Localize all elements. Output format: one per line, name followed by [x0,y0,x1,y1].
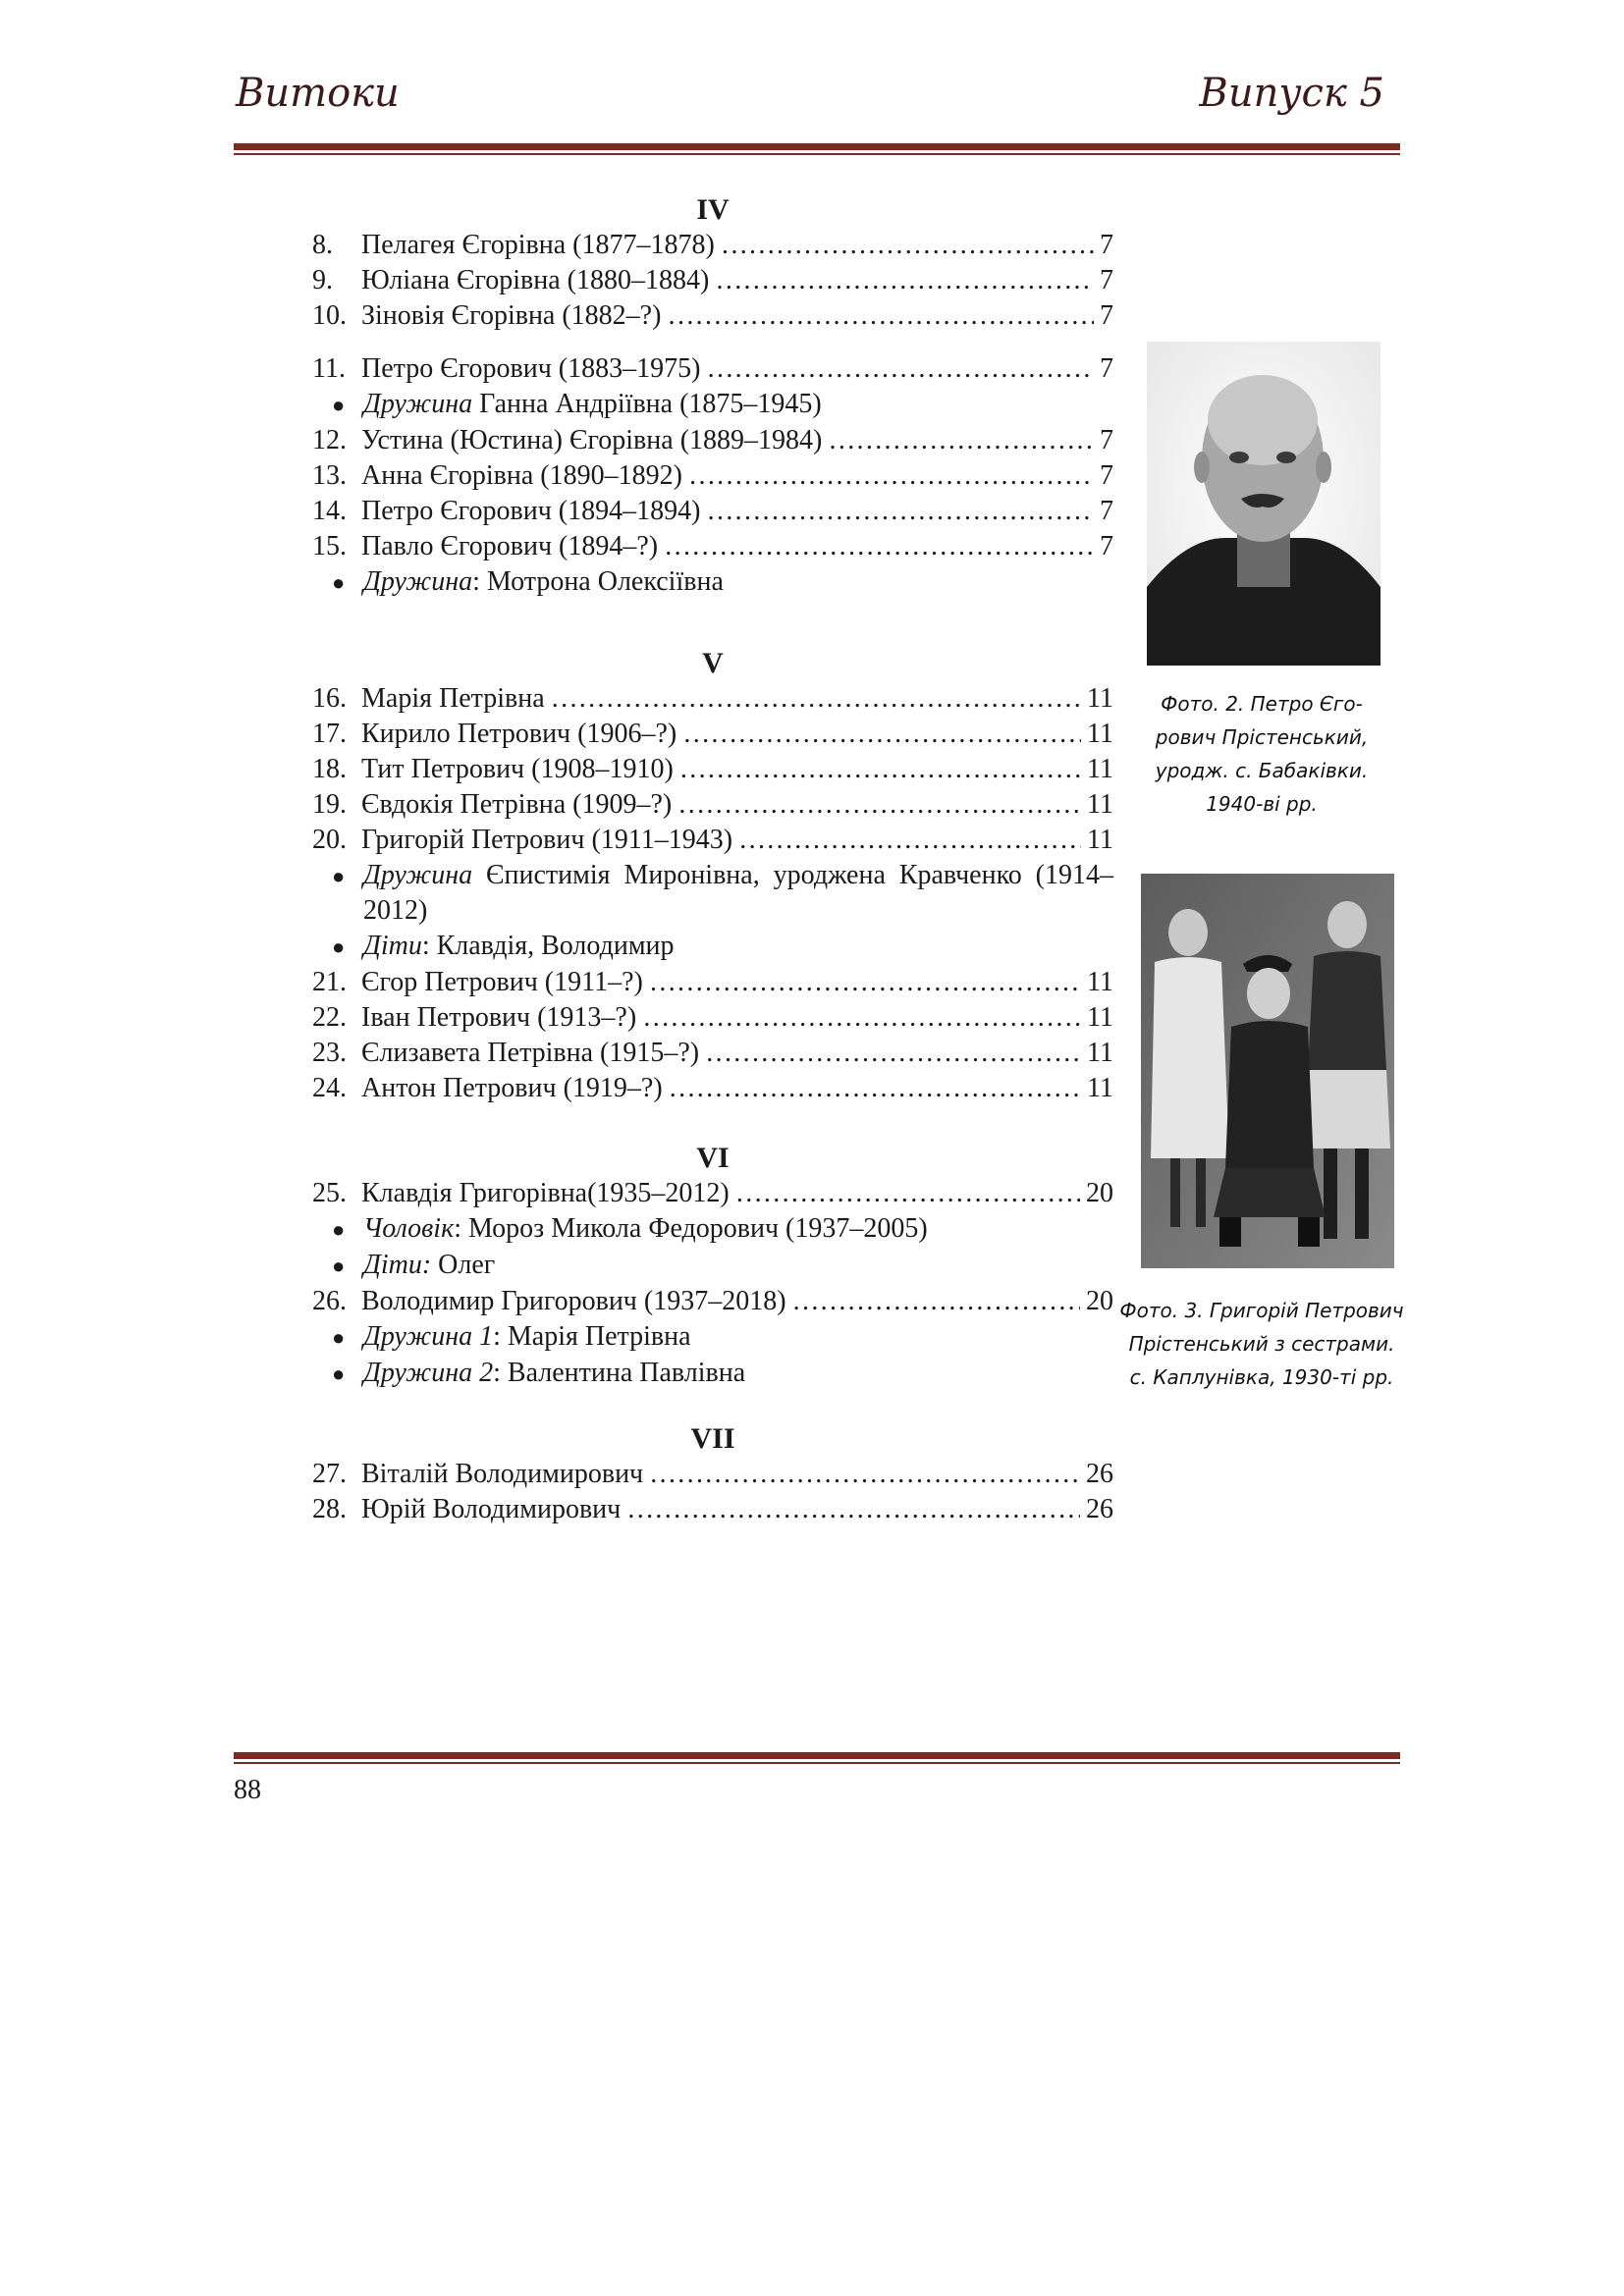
toc-row[interactable]: 9. Юліана Єгорівна (1880–1884) …………………………………………………………………………………………………………………………………… 7 [312,263,1113,298]
portrait-photo [1147,342,1380,666]
toc-subentry: ● Дружина 2 : Валентина Павлівна [312,1356,1113,1392]
running-header-right: Випуск 5 [1199,71,1384,116]
bullet-icon: ● [332,1325,346,1350]
header-rule [234,143,1400,155]
bullet-icon: ● [332,1217,346,1242]
toc-row[interactable]: 15. Павло Єгорович (1894–?) …………………………………………………………………………………………………………………………………… 7 [312,529,1113,564]
section-title: VI [696,1142,730,1174]
toc-row[interactable]: 21. Єгор Петрович (1911–?) …………………………………………………………………………………………………………………………………… 11 [312,965,1113,1000]
bullet-icon: ● [332,864,346,888]
photo-caption: Фото. 3. Григорій Петрович Прістенський з сестрами. с. Каплунівка, 1930-ті рр. [1119,1299,1404,1389]
group-photo [1141,874,1394,1268]
bullet-icon: ● [332,393,346,417]
section-title: V [702,647,724,679]
toc-subentry: ● Дружина 1 : Марія Петрівна [312,1319,1113,1356]
portrait-image [1147,342,1380,666]
toc-section-v [312,646,1113,1106]
toc-row[interactable]: 17. Кирило Петрович (1906–?) …………………………………………………………………………………………………………………………………… 11 [312,717,1113,752]
toc-row[interactable]: 26. Володимир Григорович (1937–2018) …………………………………………………………………………………………………………………………………… 20 [312,1284,1113,1319]
toc-row[interactable]: 23. Єлизавета Петрівна (1915–?) …………………………………………………………………………………………………………………………………… 11 [312,1036,1113,1071]
toc-subentry: ● Дружина Єпистимія Миронівна, уроджена Кравченко (1914–2012) [332,860,1113,926]
toc-row[interactable]: 12. Устина (Юстина) Єгорівна (1889–1984) …………………………………………………………………………………………………………………………………… 7 [312,423,1113,458]
toc-row[interactable]: 8. Пелагея Єгорівна (1877–1878) …………………………………………………………………………………………………………………………………… 7 [312,228,1113,263]
section-title: VII [690,1422,735,1455]
toc-subentry: ● Дружина Ганна Андріївна (1875–1945) [312,387,1113,423]
photo-caption: Фото. 2. Петро Єго- рович Прістенський, уродж. с. Бабаківки. 1940-ві рр. [1155,692,1369,816]
toc-section-vii [312,1421,1113,1527]
bullet-icon: ● [332,1254,346,1278]
toc-row[interactable]: 14. Петро Єгорович (1894–1894) …………………………………………………………………………………………………………………………………… 7 [312,494,1113,529]
toc-row[interactable]: 20. Григорій Петрович (1911–1943) …………………………………………………………………………………………………………………………………… 11 [312,823,1113,858]
toc-subentry: ● Дружина : Мотрона Олексіївна [312,564,1113,601]
toc-row[interactable]: 28. Юрій Володимирович …………………………………………………………………………………………………………………………………… 26 [312,1492,1113,1527]
toc-row[interactable]: 18. Тит Петрович (1908–1910) …………………………………………………………………………………………………………………………………… 11 [312,752,1113,787]
footer-rule [234,1752,1400,1764]
toc-row[interactable]: 25. Клавдія Григорівна(1935–2012) …………………………………………………………………………………………………………………………………… 20 [312,1176,1113,1211]
toc-subentry: ● Чоловік : Мороз Микола Федорович (1937–2005) [312,1211,1113,1248]
toc-section-vi [312,1141,1113,1392]
toc-row[interactable]: 13. Анна Єгорівна (1890–1892) …………………………………………………………………………………………………………………………………… 7 [312,458,1113,494]
toc-row[interactable]: 19. Євдокія Петрівна (1909–?) …………………………………………………………………………………………………………………………………… 11 [312,787,1113,823]
toc-row[interactable]: 24. Антон Петрович (1919–?) …………………………………………………………………………………………………………………………………… 11 [312,1071,1113,1106]
toc-row[interactable]: 22. Іван Петрович (1913–?) …………………………………………………………………………………………………………………………………… 11 [312,1000,1113,1036]
bullet-icon: ● [332,570,346,595]
toc-row[interactable]: 10. Зіновія Єгорівна (1882–?) …………………………………………………………………………………………………………………………………… 7 [312,298,1113,334]
toc-section-iv [312,192,1113,601]
section-title: IV [696,193,730,226]
toc-row[interactable]: 16. Марія Петрівна …………………………………………………………………………………………………………………………………… 11 [312,681,1113,717]
running-header-left: Витоки [236,71,400,116]
toc-subentry: ● Діти : Клавдія, Володимир [312,929,1113,965]
toc-subentry: ● Діти: Олег [312,1248,1113,1284]
bullet-icon: ● [332,1362,346,1386]
toc-row[interactable]: 27. Віталій Володимирович …………………………………………………………………………………………………………………………………… 26 [312,1457,1113,1492]
group-image [1141,874,1394,1268]
bullet-icon: ● [332,934,346,959]
toc-row[interactable]: 11. Петро Єгорович (1883–1975) …………………………………………………………………………………………………………………………………… 7 [312,351,1113,387]
page-number: 88 [234,1775,261,1805]
